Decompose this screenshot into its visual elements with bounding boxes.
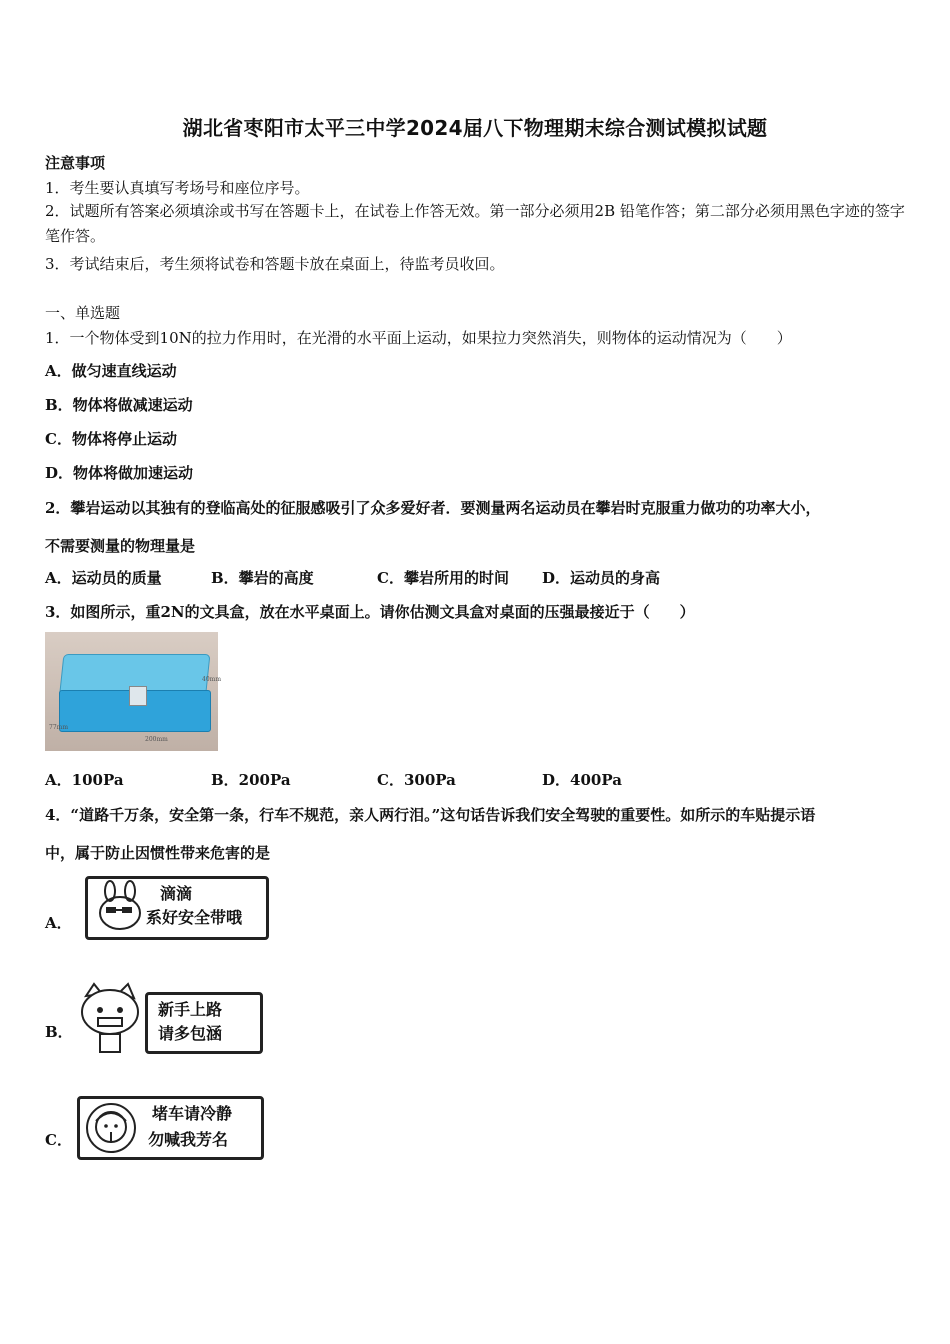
question-2-stem: 2．攀岩运动以其独有的登临高处的征服感吸引了众多爱好者．要测量两名运动员在攀岩时克服重力做功的功率大小， xyxy=(45,499,821,517)
q1-option-d[interactable]: D．物体将做加速运动 xyxy=(45,464,194,482)
notice-item: 3．考试结束后，考生须将试卷和答题卡放在桌面上，待监考员收回。 xyxy=(45,255,505,273)
sticker-b-line1: 新手上路 xyxy=(158,1000,223,1019)
q1-option-c[interactable]: C．物体将停止运动 xyxy=(45,430,177,448)
q3-option-c[interactable]: C．300Pa xyxy=(377,771,456,789)
sticker-b-line2: 请多包涵 xyxy=(158,1024,223,1043)
q4-option-b-label[interactable]: B． xyxy=(45,1023,73,1041)
sticker-a-line2: 系好安全带哦 xyxy=(146,908,243,927)
q2-option-d[interactable]: D．运动员的身高 xyxy=(542,569,661,587)
section-heading: 一、单选题 xyxy=(45,304,121,322)
pencil-box-photo xyxy=(45,632,222,751)
q3-option-a[interactable]: A．100Pa xyxy=(45,771,124,789)
q4-option-c-label[interactable]: C． xyxy=(45,1131,72,1149)
q4-option-a-sticker[interactable] xyxy=(85,876,269,940)
girl-face-icon xyxy=(84,1101,138,1155)
q4-option-b-sticker[interactable] xyxy=(145,992,263,1054)
cat-icon xyxy=(74,982,148,1056)
sticker-a-line1: 滴滴 xyxy=(160,884,193,903)
photo-dimension-length: 200mm xyxy=(145,736,168,743)
question-4-stem-cont: 中，属于防止因惯性带来危害的是 xyxy=(45,844,271,862)
q2-option-b[interactable]: B．攀岩的高度 xyxy=(211,569,314,587)
q1-option-a[interactable]: A．做匀速直线运动 xyxy=(45,362,177,380)
notice-item: 1．考生要认真填写考场号和座位序号。 xyxy=(45,179,310,197)
q4-option-a-label[interactable]: A． xyxy=(45,914,72,932)
page-title: 湖北省枣阳市太平三中学2024届八下物理期末综合测试模拟试题 xyxy=(182,116,768,140)
q2-option-a[interactable]: A．运动员的质量 xyxy=(45,569,162,587)
photo-dimension-width: 77mm xyxy=(49,724,69,731)
question-2-stem-cont: 不需要测量的物理量是 xyxy=(45,537,196,555)
photo-dimension-height: 40mm xyxy=(202,676,222,683)
notice-heading: 注意事项 xyxy=(45,154,106,172)
notice-item: 2．试题所有答案必须填涂或书写在答题卡上，在试卷上作答无效。第一部分必须用2B 铅笔作答；第二部分必须用黑色字迹的签字笔作答。 xyxy=(45,202,905,245)
q4-option-c-sticker[interactable] xyxy=(77,1096,264,1160)
sticker-c-line2: 勿喊我芳名 xyxy=(148,1130,229,1149)
question-4-stem: 4．“道路千万条，安全第一条，行车不规范，亲人两行泪。”这句话告诉我们安全驾驶的重要性。如所示的车贴提示语 xyxy=(45,806,816,824)
q2-option-c[interactable]: C．攀岩所用的时间 xyxy=(377,569,509,587)
sticker-c-line1: 堵车请冷静 xyxy=(152,1104,233,1123)
question-1-stem: 1．一个物体受到10N的拉力作用时，在光滑的水平面上运动，如果拉力突然消失，则物体的运动情况为（ ） xyxy=(45,329,792,347)
q1-option-b[interactable]: B．物体将做减速运动 xyxy=(45,396,193,414)
q3-option-b[interactable]: B．200Pa xyxy=(211,771,291,789)
question-3-stem: 3．如图所示，重2N的文具盒，放在水平桌面上。请你估测文具盒对桌面的压强最接近于（ ） xyxy=(45,603,695,621)
rabbit-icon xyxy=(94,881,152,935)
q3-option-d[interactable]: D．400Pa xyxy=(542,771,622,789)
